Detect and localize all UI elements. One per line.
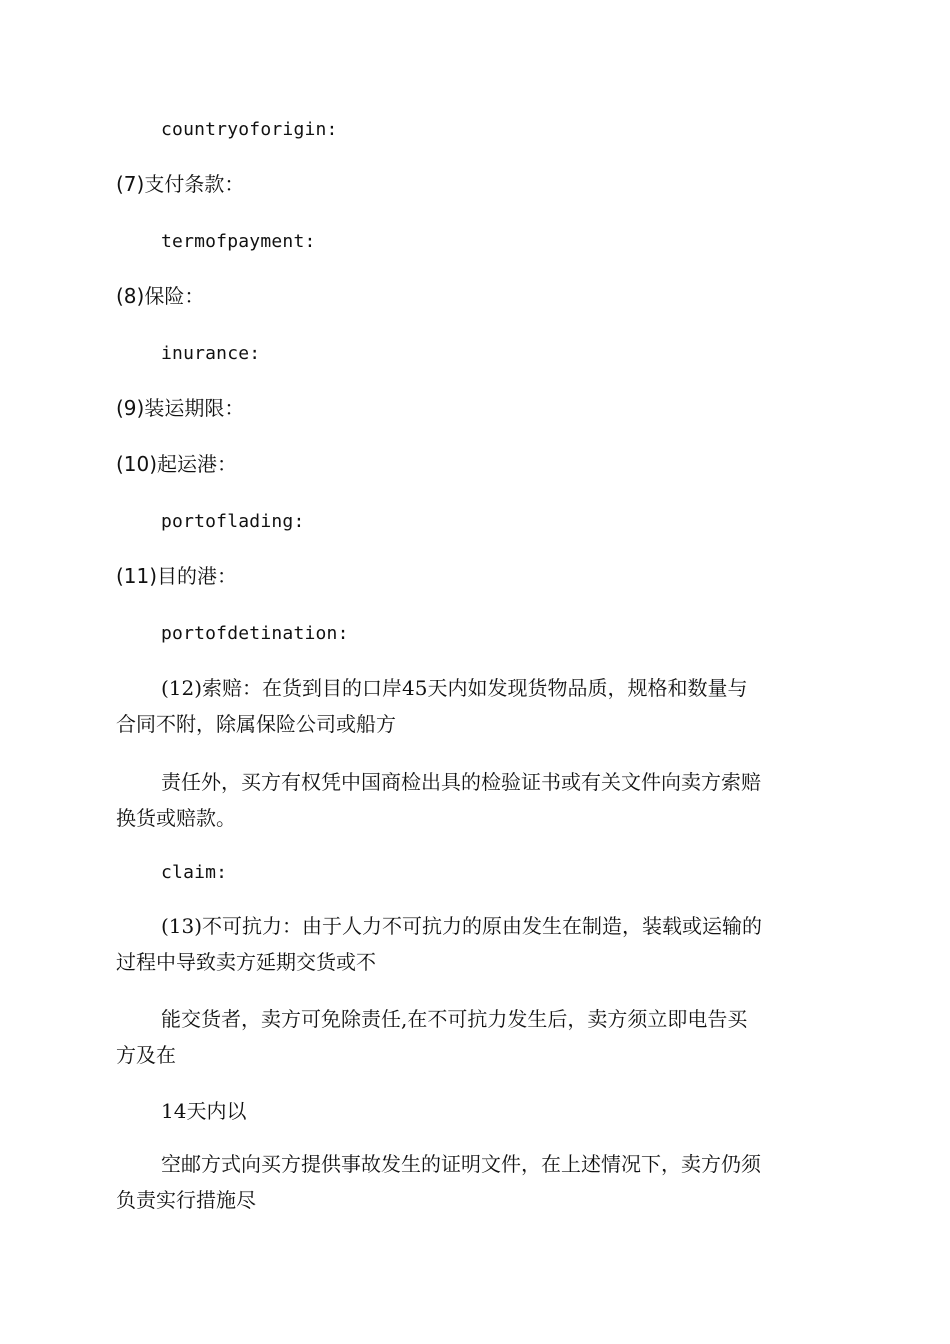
destination-port-heading: (11)目的港：	[116, 564, 238, 588]
force-majeure-paragraph-2-line-1: 能交货者，卖方可免除责任,在不可抗力发生后，卖方须立即电告买	[161, 1007, 748, 1031]
claims-paragraph-1	[116, 670, 836, 742]
claims-paragraph-1-line-2: 合同不附，除属保险公司或船方	[116, 712, 396, 736]
insurance-heading: (8)保险：	[116, 284, 205, 308]
insurance-label: inurance:	[161, 343, 261, 364]
term-of-payment-label: termofpayment:	[161, 231, 316, 252]
payment-terms-heading: (7)支付条款：	[116, 172, 245, 196]
claims-paragraph-2-line-1: 责任外，买方有权凭中国商检出具的检验证书或有关文件向卖方索赔	[161, 770, 761, 794]
claims-paragraph-1-line-1: (12)索赔：在货到目的口岸45天内如发现货物品质，规格和数量与	[161, 676, 748, 700]
force-majeure-paragraph-2-line-2: 方及在	[116, 1043, 176, 1067]
force-majeure-paragraph-1	[116, 908, 836, 980]
claims-paragraph-2	[116, 764, 836, 836]
port-of-destination-label: portofdetination:	[161, 623, 349, 644]
claim-label: claim:	[161, 862, 228, 883]
loading-port-heading: (10)起运港：	[116, 452, 238, 476]
force-majeure-paragraph-4-line-2: 负责实行措施尽	[116, 1188, 256, 1212]
force-majeure-paragraph-1-line-2: 过程中导致卖方延期交货或不	[116, 950, 376, 974]
force-majeure-paragraph-4	[116, 1146, 836, 1218]
force-majeure-paragraph-2	[116, 1001, 836, 1073]
claims-paragraph-2-line-2: 换货或赔款。	[116, 806, 236, 830]
force-majeure-paragraph-4-line-1: 空邮方式向买方提供事故发生的证明文件，在上述情况下，卖方仍须	[161, 1152, 761, 1176]
shipment-period-heading: (9)装运期限：	[116, 396, 245, 420]
force-majeure-paragraph-1-line-1: (13)不可抗力：由于人力不可抗力的原由发生在制造，装载或运输的	[161, 914, 763, 938]
port-of-lading-label: portoflading:	[161, 511, 305, 532]
force-majeure-paragraph-3: 14天内以	[161, 1099, 247, 1123]
country-of-origin-label: countryoforigin:	[161, 119, 338, 140]
